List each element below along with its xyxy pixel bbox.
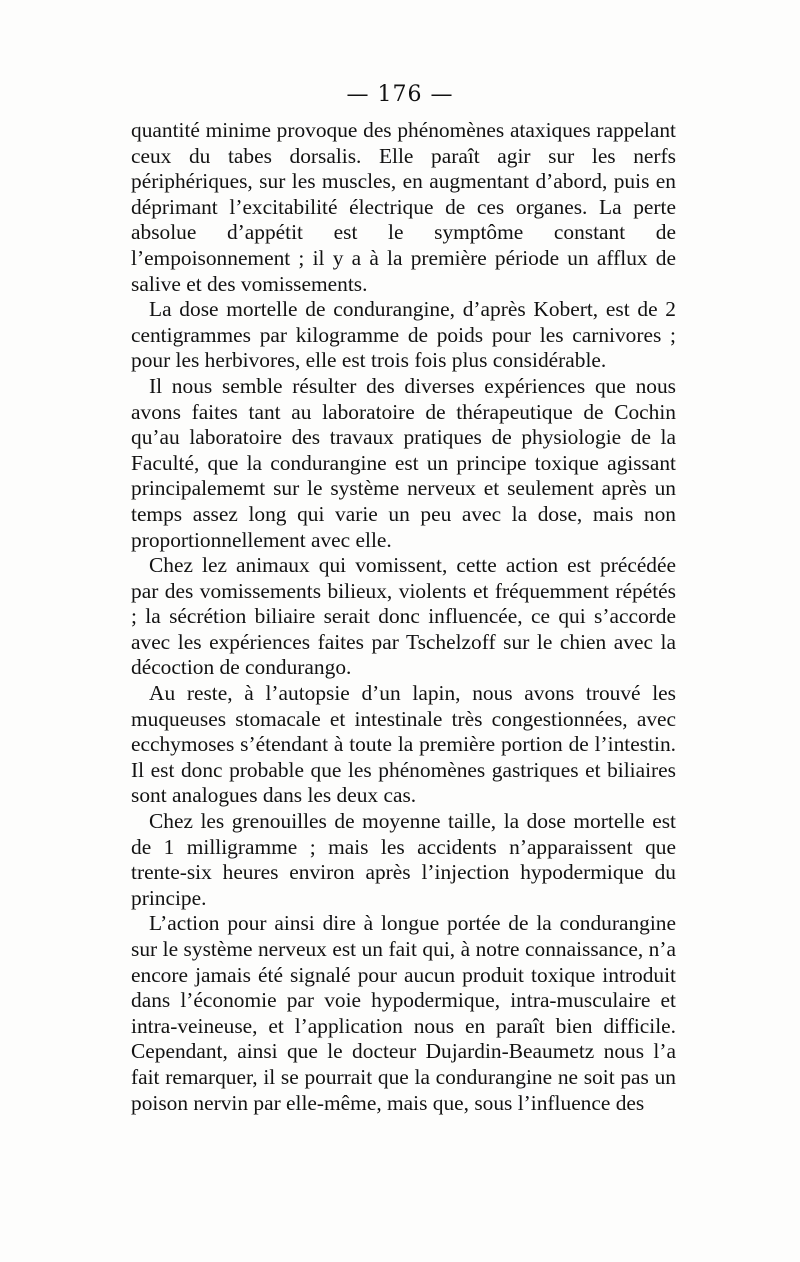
body-text bbox=[131, 118, 676, 1116]
paragraph-lethal-dose-kobert: La dose mortelle de condurangine, d’après Kobert, est de 2 centigrammes par kilogramme de poids pour les carnivores ; pour les herbivores, elle est trois fois plus considérable. bbox=[131, 297, 676, 373]
paragraph-experiments-summary: Il nous semble résulter des diverses expériences que nous avons faites tant au laboratoire de thérapeutique de Cochin qu’au laboratoire des travaux pratiques de physiologie de la Faculté, que la condurangine est un principe toxique agissant principalememt sur le système nerveux et seulement après un temps assez long qui varie un peu avec la dose, mais non proportionnellement avec elle. bbox=[131, 373, 676, 552]
paragraph-rabbit-autopsy: Au reste, à l’autopsie d’un lapin, nous avons trouvé les muqueuses stomacale et intestinale très congestionnées, avec ecchymoses s’étendant à toute la première portion de l’intestin. Il est donc probable que les phénomènes gastriques et biliaires sont analogues dans les deux cas. bbox=[131, 681, 676, 808]
paragraph-vomiting-animals: Chez lez animaux qui vomissent, cette action est précédée par des vomissements bilieux, violents et fréquemment répétés ; la sécrétion biliaire serait donc influencée, ce qui s’accorde avec les expériences faites par Tschelzoff sur le chien avec la décoction de condurango. bbox=[131, 553, 676, 680]
page-number: — 176 — bbox=[346, 82, 454, 107]
paragraph-frogs-dose: Chez les grenouilles de moyenne taille, la dose mortelle est de 1 milligramme ; mais les accidents n’apparaissent que trente-six heures environ après l’injection hypodermique du principe. bbox=[131, 809, 676, 910]
paragraph-continuation: quantité minime provoque des phénomènes ataxiques rappelant ceux du tabes dorsalis. Elle paraît agir sur les nerfs périphériques, sur les muscles, en augmentant d’abord, puis en déprimant l’excitabilité électrique de ces organes. La perte absolue d’appétit est le symptôme constant de l’empoisonnement ; il y a à la première période un afflux de salive et des vomissements. bbox=[131, 118, 676, 296]
paragraph-long-range-action: L’action pour ainsi dire à longue portée de la condurangine sur le système nerveux est un fait qui, à notre connaissance, n’a encore jamais été signalé pour aucun produit toxique introduit dans l’économie par voie hypodermique, intra-musculaire et intra-veineuse, et l’application nous en paraît bien difficile. Cependant, ainsi que le docteur Dujardin-Beaumetz nous l’a fait remarquer, il se pourrait que la condurangine ne soit pas un poison nervin par elle-même, mais que, sous l’influence des bbox=[131, 911, 676, 1115]
